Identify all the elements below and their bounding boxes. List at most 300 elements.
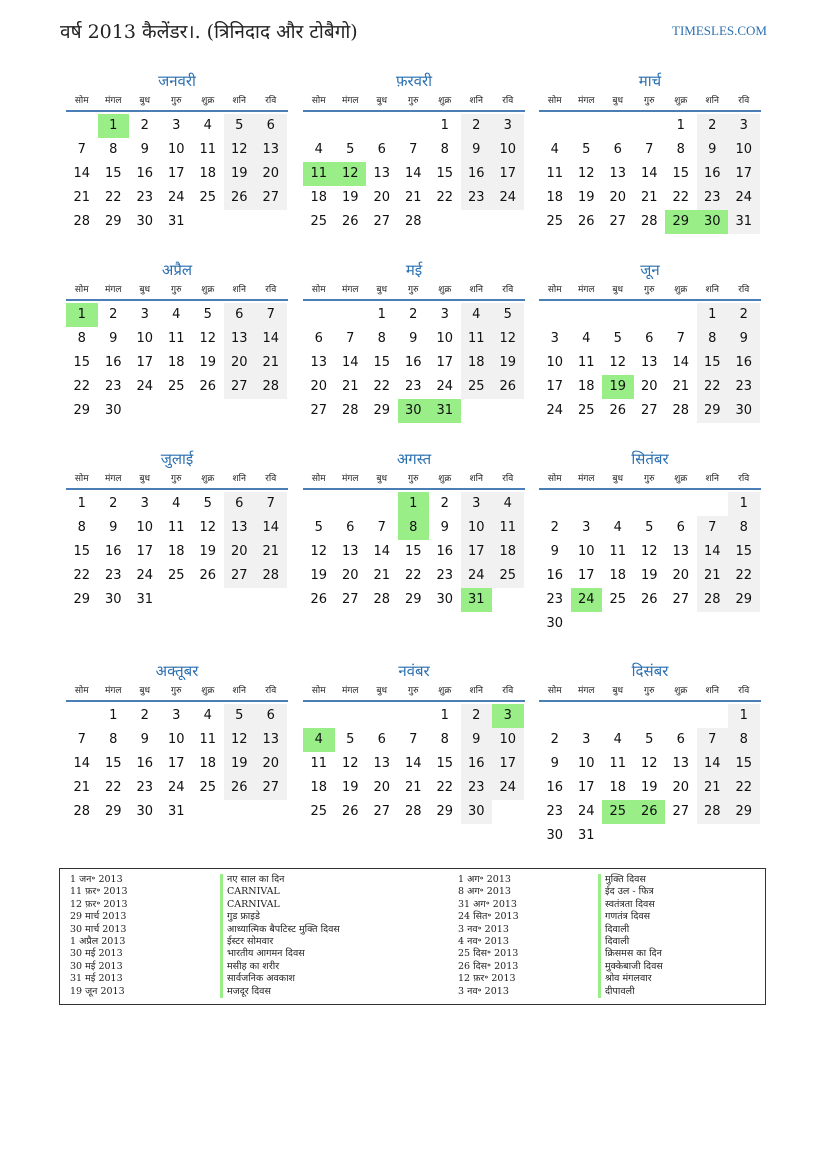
day-grid <box>539 303 761 423</box>
day-cell: 4 <box>613 520 622 535</box>
day-cell: 18 <box>492 540 524 564</box>
weekday-label: रवि <box>265 474 277 484</box>
day-cell: 28 <box>255 375 287 399</box>
day-cell: 2 <box>140 708 149 723</box>
day-cell: 16 <box>404 355 422 370</box>
day-cell: 7 <box>77 142 86 157</box>
day-cell: 18 <box>199 756 217 771</box>
day-cell: 10 <box>728 138 760 162</box>
day-cell: 21 <box>697 776 729 800</box>
holiday-date: 19 जून 2013 <box>70 985 125 997</box>
weekday-label: शनि <box>232 474 246 484</box>
month-name: जून <box>640 261 660 279</box>
holiday-date: 12 फ़र॰ 2013 <box>458 973 516 985</box>
holiday-date: 12 फ़र॰ 2013 <box>70 898 128 910</box>
day-cell: 10 <box>167 732 185 747</box>
day-cell: 9 <box>461 138 493 162</box>
day-cell: 5 <box>645 732 654 747</box>
holiday-name: मसीह का शरीर <box>220 961 340 973</box>
day-cell: 20 <box>255 752 287 776</box>
day-cell: 6 <box>255 114 287 138</box>
day-cell: 9 <box>140 142 149 157</box>
day-cell: 13 <box>341 544 359 559</box>
holiday-name: दिवाली <box>598 924 663 936</box>
day-cell: 19 <box>640 568 658 583</box>
day-cell: 10 <box>492 728 524 752</box>
day-cell: 19 <box>341 190 359 205</box>
day-cell: 22 <box>404 568 422 583</box>
day-cell: 2 <box>140 118 149 133</box>
day-cell: 15 <box>697 351 729 375</box>
day-cell-empty <box>634 704 666 728</box>
day-cell-empty <box>539 492 571 516</box>
day-cell: 26 <box>224 776 256 800</box>
day-cell: 18 <box>199 166 217 181</box>
day-cell-empty <box>634 114 666 138</box>
day-cell: 28 <box>404 804 422 819</box>
holiday-dates-left <box>70 874 128 998</box>
day-cell: 8 <box>377 331 386 346</box>
day-cell: 22 <box>104 190 122 205</box>
day-cell: 6 <box>224 492 256 516</box>
day-cell-empty <box>66 114 98 138</box>
day-cell: 16 <box>104 355 122 370</box>
day-cell-empty <box>366 704 398 728</box>
day-cell: 6 <box>224 303 256 327</box>
day-cell: 21 <box>697 564 729 588</box>
day-cell-empty <box>335 704 367 728</box>
day-cell-empty <box>303 492 335 516</box>
day-cell: 10 <box>136 520 154 535</box>
day-grid <box>66 704 288 824</box>
day-cell: 12 <box>341 756 359 771</box>
weekday-label: बुध <box>139 285 151 295</box>
day-cell: 21 <box>255 540 287 564</box>
weekday-label: शुक्र <box>201 474 215 484</box>
weekday-label: गुरु <box>408 686 419 696</box>
day-cell: 19 <box>341 780 359 795</box>
weekday-label: मंगल <box>341 285 359 295</box>
day-cell: 20 <box>609 190 627 205</box>
day-cell: 6 <box>346 520 355 535</box>
day-cell: 4 <box>461 303 493 327</box>
day-cell: 13 <box>609 166 627 181</box>
day-cell: 4 <box>492 492 524 516</box>
weekday-header <box>303 470 525 490</box>
holiday-date: 8 अग॰ 2013 <box>458 886 511 898</box>
day-cell: 22 <box>436 780 454 795</box>
weekday-label: सोम <box>74 686 89 696</box>
month-name: जुलाई <box>160 450 194 468</box>
holiday-date: 31 मई 2013 <box>70 973 123 985</box>
weekday-label: शनि <box>232 686 246 696</box>
day-cell-empty <box>303 303 335 327</box>
day-cell: 2 <box>461 704 493 728</box>
day-cell: 13 <box>310 355 328 370</box>
day-cell: 26 <box>199 568 217 583</box>
day-cell: 23 <box>104 379 122 394</box>
day-grid <box>539 704 761 848</box>
day-cell: 12 <box>224 728 256 752</box>
day-cell: 12 <box>640 756 658 771</box>
day-cell: 6 <box>377 142 386 157</box>
weekday-label: रवि <box>265 285 277 295</box>
weekday-label: रवि <box>502 686 514 696</box>
day-cell: 14 <box>73 756 91 771</box>
weekday-label: शनि <box>469 285 483 295</box>
weekday-label: सोम <box>74 96 89 106</box>
day-cell: 22 <box>104 780 122 795</box>
weekday-label: सोम <box>547 686 562 696</box>
day-cell: 31 <box>429 399 461 423</box>
day-grid <box>303 492 525 612</box>
holiday-name: गुड फ्राइडे <box>220 911 340 923</box>
day-cell: 18 <box>310 190 328 205</box>
day-cell: 6 <box>676 732 685 747</box>
weekday-label: मंगल <box>341 686 359 696</box>
day-cell: 27 <box>609 214 627 229</box>
day-cell: 13 <box>224 327 256 351</box>
day-cell: 28 <box>697 800 729 824</box>
day-cell: 24 <box>728 186 760 210</box>
day-cell: 27 <box>224 564 256 588</box>
day-cell: 14 <box>640 166 658 181</box>
day-cell: 1 <box>440 708 449 723</box>
day-cell: 18 <box>609 780 627 795</box>
day-cell: 21 <box>672 379 690 394</box>
day-cell: 22 <box>728 564 760 588</box>
day-cell: 3 <box>440 307 449 322</box>
holiday-name: स्वतंत्रता दिवस <box>598 899 663 911</box>
weekday-label: शनि <box>469 686 483 696</box>
day-cell: 2 <box>109 496 118 511</box>
day-cell: 14 <box>672 355 690 370</box>
holiday-date: 1 जन॰ 2013 <box>70 874 123 885</box>
day-cell-empty <box>697 492 729 516</box>
weekday-header <box>303 682 525 702</box>
day-cell: 29 <box>404 592 422 607</box>
day-cell: 7 <box>409 732 418 747</box>
day-cell: 14 <box>73 166 91 181</box>
day-cell-empty <box>602 704 634 728</box>
day-cell: 11 <box>577 355 595 370</box>
holiday-name: मजदूर दिवस <box>220 986 340 998</box>
day-cell: 28 <box>373 592 391 607</box>
day-cell: 5 <box>346 732 355 747</box>
month-calendar <box>303 448 525 612</box>
month-name: अक्तूबर <box>155 662 199 680</box>
weekday-label: रवि <box>738 285 750 295</box>
month-name: मार्च <box>638 72 662 90</box>
weekday-label: सोम <box>74 285 89 295</box>
weekday-label: सोम <box>311 474 326 484</box>
day-cell: 8 <box>398 516 430 540</box>
weekday-label: सोम <box>74 474 89 484</box>
day-cell: 25 <box>167 568 185 583</box>
weekday-header <box>66 92 288 112</box>
day-cell: 2 <box>728 303 760 327</box>
day-cell: 21 <box>73 190 91 205</box>
weekday-label: शनि <box>232 285 246 295</box>
day-cell: 6 <box>645 331 654 346</box>
day-cell: 16 <box>436 544 454 559</box>
day-cell: 3 <box>140 496 149 511</box>
day-cell-empty <box>602 114 634 138</box>
weekday-label: बुध <box>612 474 624 484</box>
day-cell: 12 <box>609 355 627 370</box>
weekday-label: शनि <box>705 686 719 696</box>
day-cell: 26 <box>634 800 666 824</box>
day-cell-empty <box>539 303 571 327</box>
day-cell: 28 <box>255 564 287 588</box>
day-cell: 26 <box>609 403 627 418</box>
day-cell: 19 <box>199 544 217 559</box>
day-cell: 17 <box>167 756 185 771</box>
day-cell: 20 <box>255 162 287 186</box>
day-cell: 10 <box>461 516 493 540</box>
holiday-name: मुक्केबाजी दिवस <box>598 961 663 973</box>
day-cell: 27 <box>224 375 256 399</box>
weekday-label: मंगल <box>577 96 595 106</box>
day-cell: 26 <box>341 214 359 229</box>
day-cell: 30 <box>436 592 454 607</box>
weekday-label: शुक्र <box>201 686 215 696</box>
day-cell: 29 <box>373 403 391 418</box>
day-cell: 2 <box>550 732 559 747</box>
holiday-dates-right <box>458 874 519 998</box>
day-cell: 20 <box>672 568 690 583</box>
weekday-label: गुरु <box>408 96 419 106</box>
day-cell: 7 <box>645 142 654 157</box>
day-cell: 31 <box>461 588 493 612</box>
day-cell-empty <box>697 704 729 728</box>
day-cell: 29 <box>104 214 122 229</box>
day-cell-empty <box>571 114 603 138</box>
day-cell: 6 <box>613 142 622 157</box>
day-cell: 8 <box>440 142 449 157</box>
weekday-label: रवि <box>265 96 277 106</box>
day-cell: 4 <box>172 307 181 322</box>
day-cell: 31 <box>577 828 595 843</box>
holiday-name: CARNIVAL <box>220 886 340 898</box>
day-cell-empty <box>335 492 367 516</box>
weekday-header <box>66 682 288 702</box>
day-cell: 21 <box>404 190 422 205</box>
day-cell-empty <box>66 704 98 728</box>
day-cell: 29 <box>73 403 91 418</box>
day-cell: 11 <box>199 732 217 747</box>
day-cell: 16 <box>697 162 729 186</box>
day-cell: 12 <box>335 162 367 186</box>
day-cell: 11 <box>461 327 493 351</box>
day-cell: 28 <box>697 588 729 612</box>
day-cell: 13 <box>224 516 256 540</box>
month-name: नवंबर <box>398 662 430 680</box>
site-link[interactable]: TIMESLES.COM <box>672 23 767 38</box>
day-cell: 23 <box>546 804 564 819</box>
day-cell: 1 <box>728 492 760 516</box>
day-cell: 24 <box>136 568 154 583</box>
day-cell: 24 <box>492 186 524 210</box>
day-cell: 19 <box>310 568 328 583</box>
day-cell: 25 <box>577 403 595 418</box>
day-cell: 21 <box>73 780 91 795</box>
day-cell: 8 <box>109 732 118 747</box>
day-cell: 7 <box>346 331 355 346</box>
day-cell: 28 <box>341 403 359 418</box>
day-cell: 14 <box>404 756 422 771</box>
weekday-label: गुरु <box>644 96 655 106</box>
day-cell: 5 <box>203 496 212 511</box>
month-calendar <box>539 660 761 848</box>
day-cell: 17 <box>728 162 760 186</box>
day-cell: 4 <box>303 728 335 752</box>
month-name: दिसंबर <box>631 662 669 680</box>
day-cell: 10 <box>436 331 454 346</box>
day-cell: 21 <box>373 568 391 583</box>
day-cell: 6 <box>255 704 287 728</box>
weekday-label: रवि <box>738 474 750 484</box>
day-cell: 12 <box>199 520 217 535</box>
day-cell: 28 <box>672 403 690 418</box>
day-cell: 24 <box>571 588 603 612</box>
holiday-date: 30 मई 2013 <box>70 948 123 960</box>
day-grid <box>66 303 288 423</box>
day-cell: 20 <box>341 568 359 583</box>
weekday-label: सोम <box>547 96 562 106</box>
day-cell: 20 <box>310 379 328 394</box>
day-cell: 23 <box>136 190 154 205</box>
day-cell: 11 <box>303 162 335 186</box>
day-cell: 30 <box>697 210 729 234</box>
day-cell: 30 <box>728 399 760 423</box>
holiday-name: CARNIVAL <box>220 899 340 911</box>
day-cell: 20 <box>640 379 658 394</box>
day-cell: 5 <box>492 303 524 327</box>
day-cell: 22 <box>697 375 729 399</box>
day-cell: 17 <box>461 540 493 564</box>
weekday-label: शुक्र <box>674 96 688 106</box>
day-cell: 11 <box>609 756 627 771</box>
holiday-date: 24 सित॰ 2013 <box>458 911 519 923</box>
weekday-label: बुध <box>376 96 388 106</box>
month-name: अगस्त <box>396 450 432 468</box>
holiday-date: 1 अप्रैल 2013 <box>70 936 126 948</box>
month-calendar <box>303 70 525 234</box>
weekday-label: मंगल <box>577 285 595 295</box>
day-cell: 2 <box>440 496 449 511</box>
holiday-name: सार्वजनिक अवकाश <box>220 973 340 985</box>
weekday-label: बुध <box>139 474 151 484</box>
day-cell: 7 <box>77 732 86 747</box>
day-cell: 25 <box>167 379 185 394</box>
day-cell: 1 <box>697 303 729 327</box>
day-cell-empty <box>571 303 603 327</box>
day-cell: 11 <box>199 142 217 157</box>
day-cell: 1 <box>98 114 130 138</box>
day-cell-empty <box>366 492 398 516</box>
day-cell: 16 <box>136 756 154 771</box>
weekday-label: गुरु <box>644 285 655 295</box>
holiday-names-left <box>220 874 340 998</box>
weekday-label: रवि <box>502 285 514 295</box>
day-cell: 8 <box>77 520 86 535</box>
weekday-label: शनि <box>469 474 483 484</box>
weekday-header <box>539 682 761 702</box>
day-cell: 10 <box>546 355 564 370</box>
day-cell: 23 <box>436 568 454 583</box>
weekday-label: मंगल <box>104 474 122 484</box>
day-cell: 9 <box>728 327 760 351</box>
day-cell: 12 <box>640 544 658 559</box>
holiday-date: 4 नव॰ 2013 <box>458 936 509 948</box>
day-cell: 22 <box>436 190 454 205</box>
weekday-header <box>303 92 525 112</box>
day-cell: 21 <box>341 379 359 394</box>
day-cell: 17 <box>546 379 564 394</box>
day-cell: 17 <box>436 355 454 370</box>
day-cell: 15 <box>373 355 391 370</box>
weekday-label: शुक्र <box>674 474 688 484</box>
day-cell: 12 <box>310 544 328 559</box>
day-cell: 24 <box>167 780 185 795</box>
day-cell: 20 <box>224 351 256 375</box>
month-calendar <box>303 259 525 423</box>
weekday-label: मंगल <box>577 474 595 484</box>
month-calendar <box>303 660 525 824</box>
day-cell: 4 <box>172 496 181 511</box>
day-cell: 8 <box>109 142 118 157</box>
weekday-label: सोम <box>311 285 326 295</box>
day-cell: 9 <box>461 728 493 752</box>
month-name: जनवरी <box>158 72 196 90</box>
month-calendar <box>539 259 761 423</box>
weekday-label: शुक्र <box>438 686 452 696</box>
day-cell: 24 <box>577 804 595 819</box>
day-cell: 18 <box>577 379 595 394</box>
weekday-label: बुध <box>376 474 388 484</box>
day-cell: 3 <box>728 114 760 138</box>
day-cell: 23 <box>104 568 122 583</box>
day-cell: 15 <box>728 752 760 776</box>
day-cell: 27 <box>255 776 287 800</box>
day-cell: 8 <box>728 516 760 540</box>
day-cell: 22 <box>73 568 91 583</box>
weekday-label: सोम <box>311 686 326 696</box>
day-cell: 19 <box>640 780 658 795</box>
day-cell: 8 <box>77 331 86 346</box>
day-cell: 27 <box>672 804 690 819</box>
day-cell: 28 <box>73 214 91 229</box>
day-cell-empty <box>571 492 603 516</box>
day-cell: 16 <box>546 780 564 795</box>
day-cell: 19 <box>224 752 256 776</box>
day-cell: 29 <box>73 592 91 607</box>
month-calendar <box>66 660 288 824</box>
day-cell: 15 <box>73 544 91 559</box>
day-cell: 15 <box>672 166 690 181</box>
weekday-label: शनि <box>469 96 483 106</box>
day-cell: 5 <box>613 331 622 346</box>
weekday-label: सोम <box>311 96 326 106</box>
weekday-label: बुध <box>376 285 388 295</box>
day-cell: 11 <box>310 756 328 771</box>
month-name: मई <box>405 261 423 279</box>
day-cell: 6 <box>676 520 685 535</box>
day-cell: 24 <box>461 564 493 588</box>
weekday-label: शुक्र <box>674 686 688 696</box>
day-cell: 18 <box>167 544 185 559</box>
